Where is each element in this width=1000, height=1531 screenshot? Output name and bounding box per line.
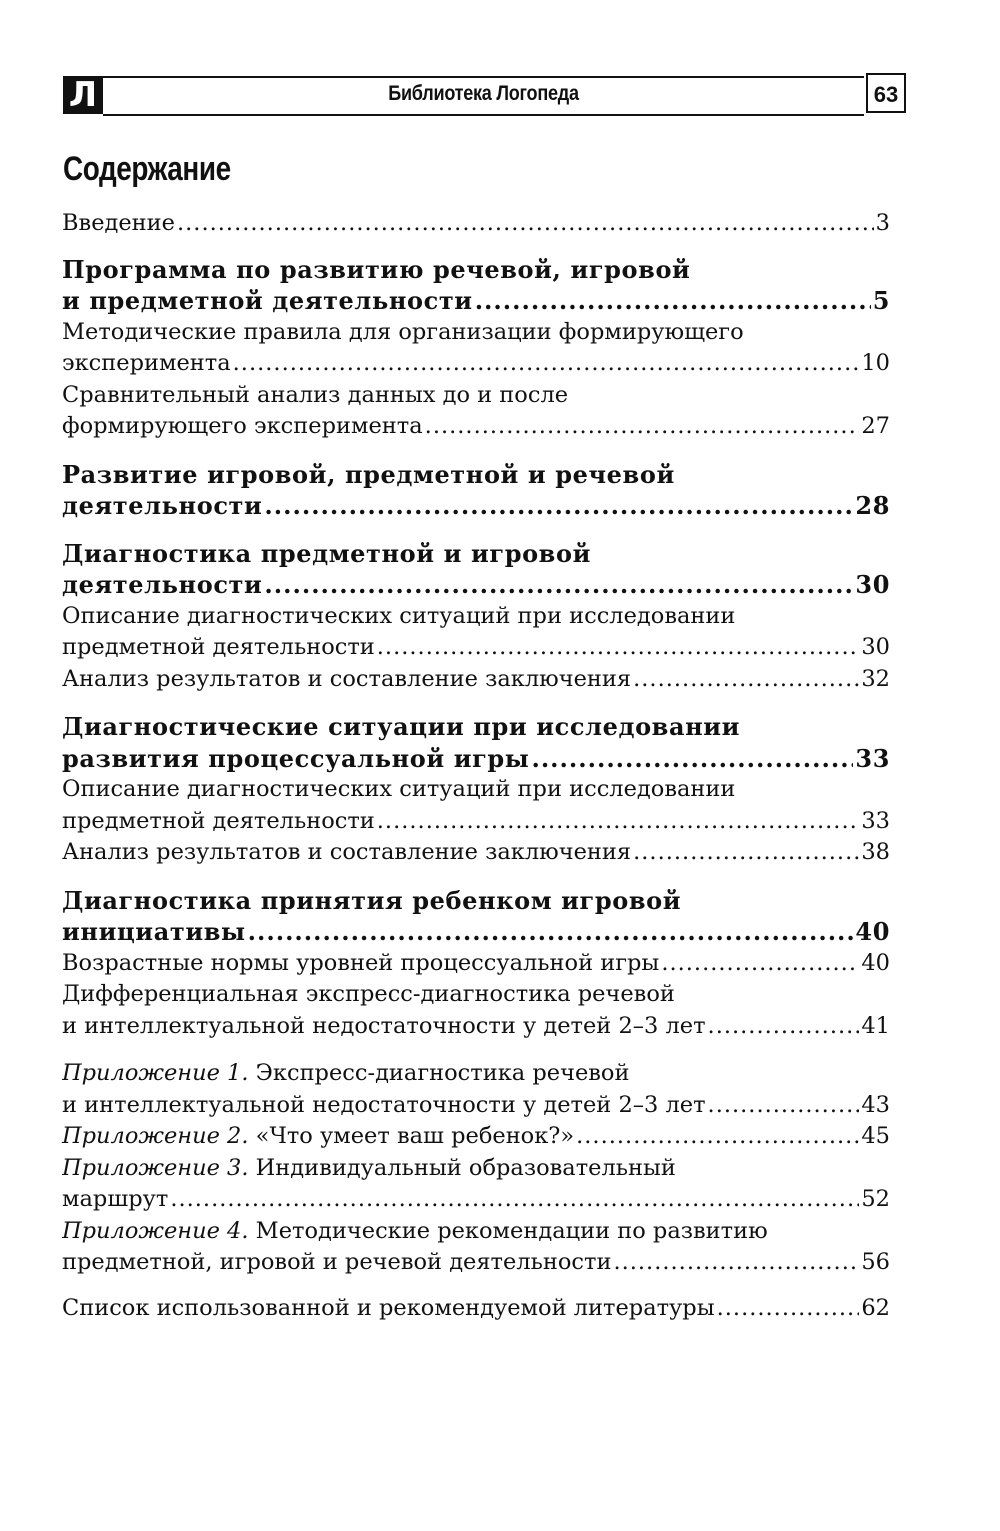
toc-page: 62 [861, 1294, 890, 1321]
toc-page: 32 [861, 665, 890, 692]
toc-page: 41 [861, 1012, 890, 1039]
toc-page: 56 [861, 1249, 890, 1275]
toc-section-program: Программа по развитию речевой, игровой и предметной деятельности ..... 5 [62, 254, 890, 317]
toc-title: Содержание [63, 150, 231, 188]
toc-page: 10 [861, 350, 890, 376]
toc-page: 3 [875, 210, 890, 236]
toc-section-diagnostics: Диагностика предметной и игровой деятельности ..... 30 [62, 538, 890, 601]
toc-page: 52 [861, 1186, 890, 1212]
table-of-contents [62, 208, 890, 1324]
toc-page: 5 [872, 286, 890, 315]
toc-page: 43 [861, 1091, 890, 1118]
toc-section-diagnostic-situations: Диагностические ситуации при исследовании развития процессуальной игры ..... 33 [62, 711, 890, 774]
toc-appendix-2: Приложение 2. «Что умеет ваш ребенок?» ..... 45 [62, 1121, 890, 1153]
toc-page: 33 [855, 743, 890, 773]
toc-page: 40 [855, 917, 890, 946]
series-title: Библиотека Логопеда [388, 82, 579, 105]
toc-page: 30 [861, 634, 890, 660]
toc-page: 45 [861, 1123, 890, 1149]
toc-section-initiative: Диагностика принятия ребенком игровой инициативы ..... 40 [62, 885, 890, 948]
running-header [63, 73, 906, 118]
toc-appendix-4: Приложение 4. Методические рекомендации по развитию предметной, игровой и речевой деятельности ..... 56 [62, 1216, 890, 1279]
toc-entry-results-analysis: Анализ результатов и составление заключения ..... 38 [62, 837, 890, 869]
appendix-label: Приложение 2. [62, 1123, 249, 1149]
appendix-label: Приложение 3. [62, 1154, 249, 1181]
page-number: 63 [866, 73, 906, 113]
header-rule-bottom [103, 114, 864, 116]
appendix-label: Приложение 4. [62, 1217, 249, 1244]
toc-section-development: Развитие игровой, предметной и речевой деятельности ..... 28 [62, 459, 890, 522]
appendix-label: Приложение 1. [62, 1060, 249, 1086]
toc-entry-age-norms: Возрастные нормы уровней процессуальной игры ..... 40 [62, 948, 890, 980]
toc-page: 30 [855, 570, 890, 599]
toc-page: 38 [861, 839, 890, 865]
toc-entry-differential-diagnostics: Дифференциальная экспресс-диагностика речевой и интеллектуальной недостаточности у детей 2–3 лет ..... 41 [62, 979, 890, 1042]
toc-entry-comparative-analysis: Сравнительный анализ данных до и после формирующего эксперимента ..... 27 [62, 380, 890, 443]
toc-entry-introduction: Введение ..... 3 [62, 208, 890, 240]
toc-entry-bibliography: Список использованной и рекомендуемой литературы ..... 62 [62, 1293, 890, 1325]
toc-entry-method-rules: Методические правила для организации формирующего эксперимента ..... 10 [62, 317, 890, 380]
toc-entry-situations-description: Описание диагностических ситуаций при исследовании предметной деятельности ..... 33 [62, 774, 890, 837]
toc-page: 28 [855, 491, 890, 520]
toc-page: 40 [861, 949, 890, 976]
toc-entry-situations-description: Описание диагностических ситуаций при исследовании предметной деятельности ..... 30 [62, 601, 890, 664]
header-rule-top [103, 76, 864, 78]
series-logo: Л [63, 76, 103, 114]
toc-page: 33 [861, 807, 890, 834]
toc-entry-results-analysis: Анализ результатов и составление заключения ..... 32 [62, 664, 890, 696]
toc-page: 27 [861, 413, 890, 439]
toc-appendix-3: Приложение 3. Индивидуальный образовательный маршрут ..... 52 [62, 1153, 890, 1216]
toc-appendix-1: Приложение 1. Экспресс-диагностика речевой и интеллектуальной недостаточности у детей 2–3 лет ..... 43 [62, 1058, 890, 1121]
